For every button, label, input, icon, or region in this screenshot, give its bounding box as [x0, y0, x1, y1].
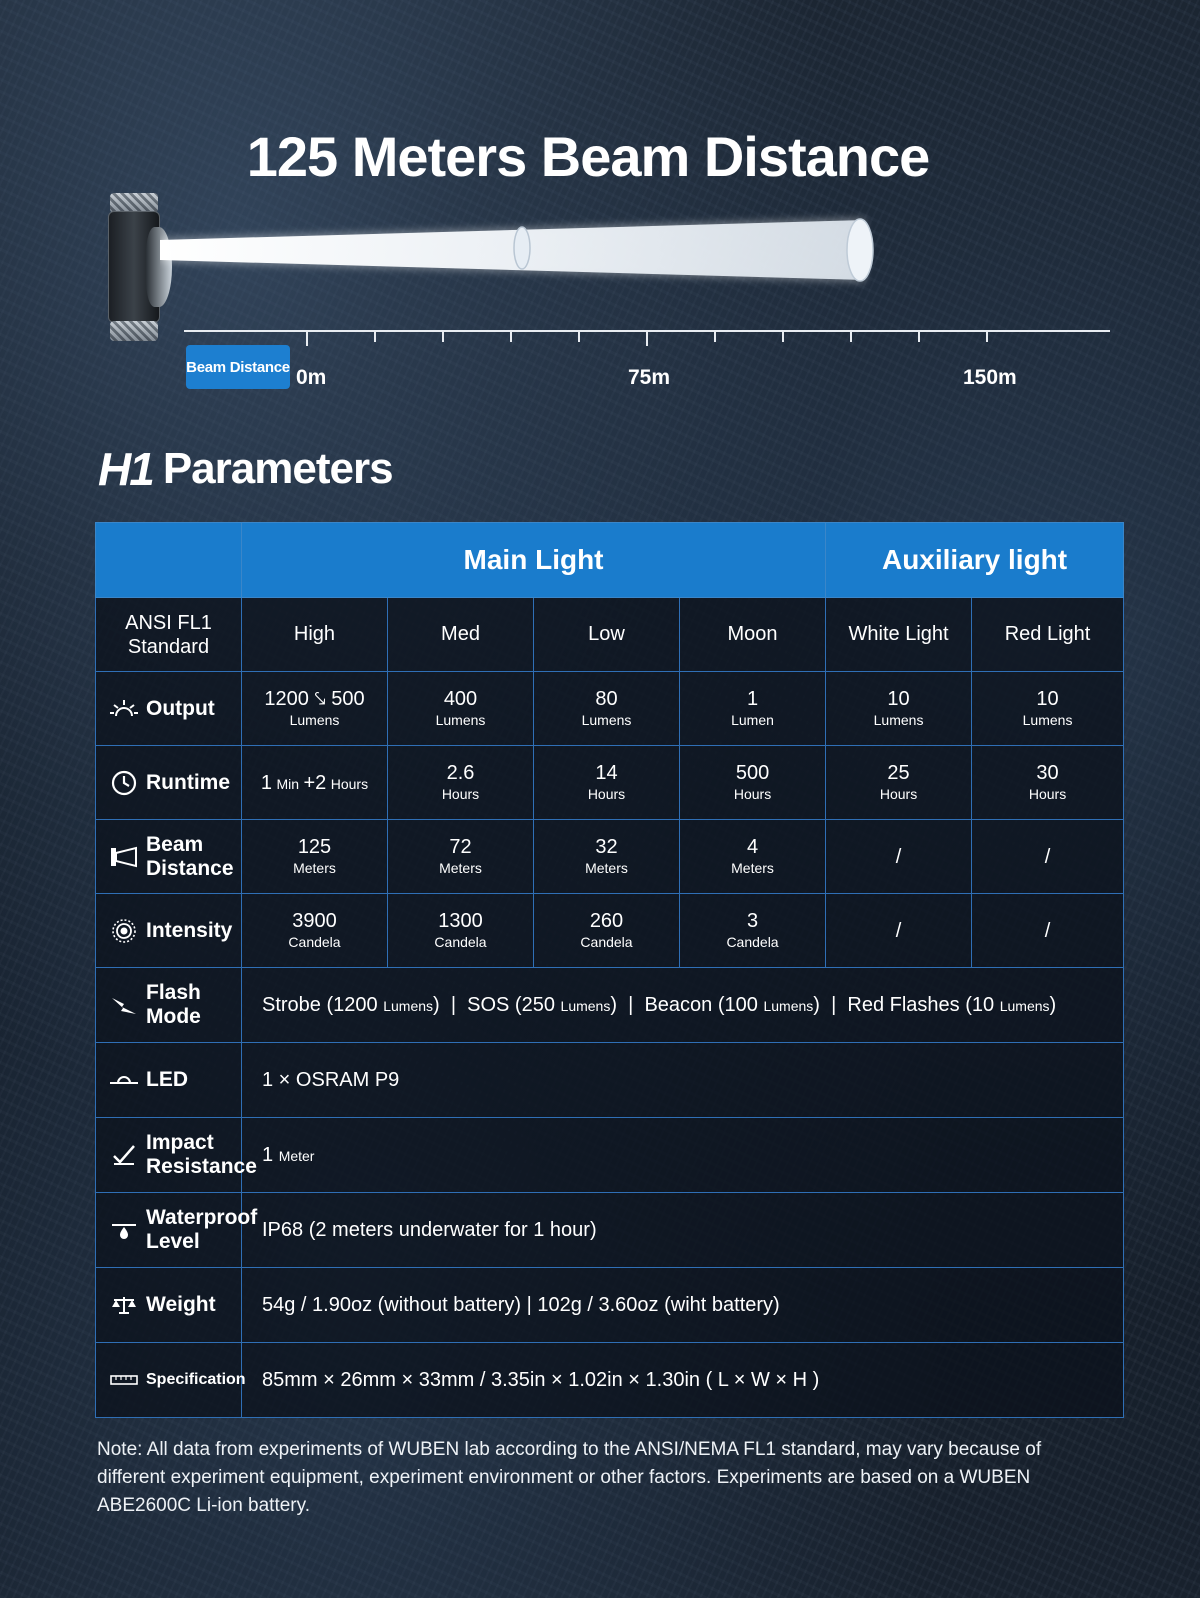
mode-red-light: Red Light — [972, 598, 1124, 672]
table-corner-cell — [96, 523, 242, 598]
flashlight-knurl-top — [110, 193, 158, 213]
table-row-flash-mode — [96, 968, 1124, 1043]
flash-mode-label-cell — [96, 968, 242, 1043]
table-row-specification — [96, 1343, 1124, 1418]
scale-tick — [850, 330, 852, 342]
runtime-cell: 14 Hours — [534, 746, 680, 820]
beam-ring-125m — [847, 219, 873, 281]
ansi-standard-line2: Standard — [127, 635, 210, 658]
parameters-title: Parameters — [162, 444, 393, 493]
flash-mode-label: Flash Mode — [146, 981, 201, 1028]
flashlight-knurl-bottom — [110, 321, 158, 341]
scale-tick — [442, 330, 444, 342]
runtime-label-cell — [96, 746, 242, 820]
intensity-cell: 260 Candela — [534, 894, 680, 968]
parameters-table — [95, 522, 1124, 1418]
led-label: LED — [146, 1068, 188, 1091]
scale-tick — [578, 330, 580, 342]
parameters-heading — [98, 442, 393, 496]
scale-tick — [306, 330, 308, 346]
weight-value: 54g / 1.90oz (without battery) | 102g / 3.60oz (wiht battery) — [242, 1268, 1124, 1343]
beam-distance-cell: 4 Meters — [680, 820, 826, 894]
table-row-modes — [96, 598, 1124, 672]
mode-med: Med — [388, 598, 534, 672]
runtime-cell-high: 1 Min +2 Hours — [242, 746, 388, 820]
specification-label: Specification — [146, 1371, 246, 1388]
beam-distance-cell: / — [972, 820, 1124, 894]
intensity-cell: / — [826, 894, 972, 968]
scale-tick — [646, 330, 648, 346]
output-cell: 10 Lumens — [826, 672, 972, 746]
table-row-impact-resistance — [96, 1118, 1124, 1193]
scale-label-150m: 150m — [963, 366, 1017, 389]
beam-icon — [110, 846, 138, 868]
runtime-cell: 25 Hours — [826, 746, 972, 820]
mode-high: High — [242, 598, 388, 672]
intensity-label-cell — [96, 894, 242, 968]
table-row-output — [96, 672, 1124, 746]
table-row-runtime — [96, 746, 1124, 820]
scale-tick — [374, 330, 376, 342]
beam-distance-label-cell — [96, 820, 242, 894]
output-label: Output — [146, 696, 215, 720]
weight-label: Weight — [146, 1293, 216, 1316]
table-row-weight — [96, 1268, 1124, 1343]
balance-scale-icon — [110, 1295, 138, 1315]
impact-value: 1 Meter — [242, 1118, 1124, 1193]
waterproof-label: Waterproof Level — [146, 1206, 258, 1253]
disclaimer-note: Note: All data from experiments of WUBEN lab according to the ANSI/NEMA FL1 standard, may vary because of different experiment equipment, experiment environment or other factors. Experiments are based on a WUBEN ABE2600C Li-ion battery. — [97, 1439, 1042, 1516]
water-drop-icon — [110, 1220, 138, 1240]
model-logo: H1 — [98, 443, 153, 495]
table-group-header — [96, 523, 1124, 598]
flash-mode-value: Strobe (1200 Lumens) | SOS (250 Lumens) | Beacon (100 Lumens) | Red Flashes (10 Lumens) — [242, 968, 1124, 1043]
impact-icon — [110, 1144, 138, 1166]
led-label-cell — [96, 1043, 242, 1118]
runtime-cell: 30 Hours — [972, 746, 1124, 820]
beam-ring-75m — [514, 227, 530, 269]
table-row-waterproof — [96, 1193, 1124, 1268]
beam-title: 125 Meters Beam Distance — [246, 125, 930, 188]
group-main-light: Main Light — [242, 523, 826, 598]
scale-tick — [714, 330, 716, 342]
impact-label-cell — [96, 1118, 257, 1193]
scale-label-0m: 0m — [296, 366, 327, 389]
intensity-cell: 3900 Candela — [242, 894, 388, 968]
intensity-label: Intensity — [146, 918, 233, 942]
scale-tick — [918, 330, 920, 342]
scale-label-75m: 75m — [628, 366, 671, 389]
output-cell: 10 Lumens — [972, 672, 1124, 746]
scale-tick — [782, 330, 784, 342]
runtime-cell: 500 Hours — [680, 746, 826, 820]
intensity-cell: / — [972, 894, 1124, 968]
beam-distance-cell: / — [826, 820, 972, 894]
impact-label: Impact Resistance — [146, 1131, 257, 1178]
table-row-led — [96, 1043, 1124, 1118]
clock-icon — [110, 770, 138, 796]
scale-tick — [510, 330, 512, 342]
flashlight-illustration — [108, 193, 164, 341]
scale-tick — [986, 330, 988, 342]
waterproof-label-cell — [96, 1193, 258, 1268]
sunburst-icon — [110, 698, 138, 720]
intensity-cell: 1300 Candela — [388, 894, 534, 968]
ansi-standard-line1: ANSI FL1 — [125, 611, 212, 634]
beam-distance-cell: 125 Meters — [242, 820, 388, 894]
beam-distance-label: Beam Distance — [146, 832, 234, 880]
table-row-beam-distance — [96, 820, 1124, 894]
ansi-standard-cell — [96, 598, 242, 672]
table-row-intensity — [96, 894, 1124, 968]
mode-white-light: White Light — [826, 598, 972, 672]
runtime-label: Runtime — [146, 770, 230, 794]
output-cell: 400 Lumens — [388, 672, 534, 746]
beam-distance-cell: 32 Meters — [534, 820, 680, 894]
specification-value: 85mm × 26mm × 33mm / 3.35in × 1.02in × 1.30in ( L × W × H ) — [242, 1343, 1124, 1418]
weight-label-cell — [96, 1268, 242, 1343]
intensity-cell: 3 Candela — [680, 894, 826, 968]
beam-distance-badge: Beam Distance — [186, 345, 290, 389]
beam-distance-cell: 72 Meters — [388, 820, 534, 894]
output-cell: 80 Lumens — [534, 672, 680, 746]
mode-moon: Moon — [680, 598, 826, 672]
led-value: 1 × OSRAM P9 — [242, 1043, 1124, 1118]
ruler-icon — [110, 1374, 138, 1386]
output-label-cell — [96, 672, 242, 746]
target-icon — [110, 918, 138, 944]
output-cell: 1 Lumen — [680, 672, 826, 746]
group-auxiliary-light: Auxiliary light — [826, 523, 1124, 598]
waterproof-value: IP68 (2 meters underwater for 1 hour) — [242, 1193, 1124, 1268]
mode-low: Low — [534, 598, 680, 672]
light-beam-graphic — [160, 210, 900, 300]
specification-label-cell — [96, 1343, 246, 1418]
led-icon — [110, 1073, 138, 1087]
output-cell: 1200 ⤥ 500 Lumens — [242, 672, 388, 746]
runtime-cell: 2.6 Hours — [388, 746, 534, 820]
lightning-icon — [110, 994, 138, 1016]
